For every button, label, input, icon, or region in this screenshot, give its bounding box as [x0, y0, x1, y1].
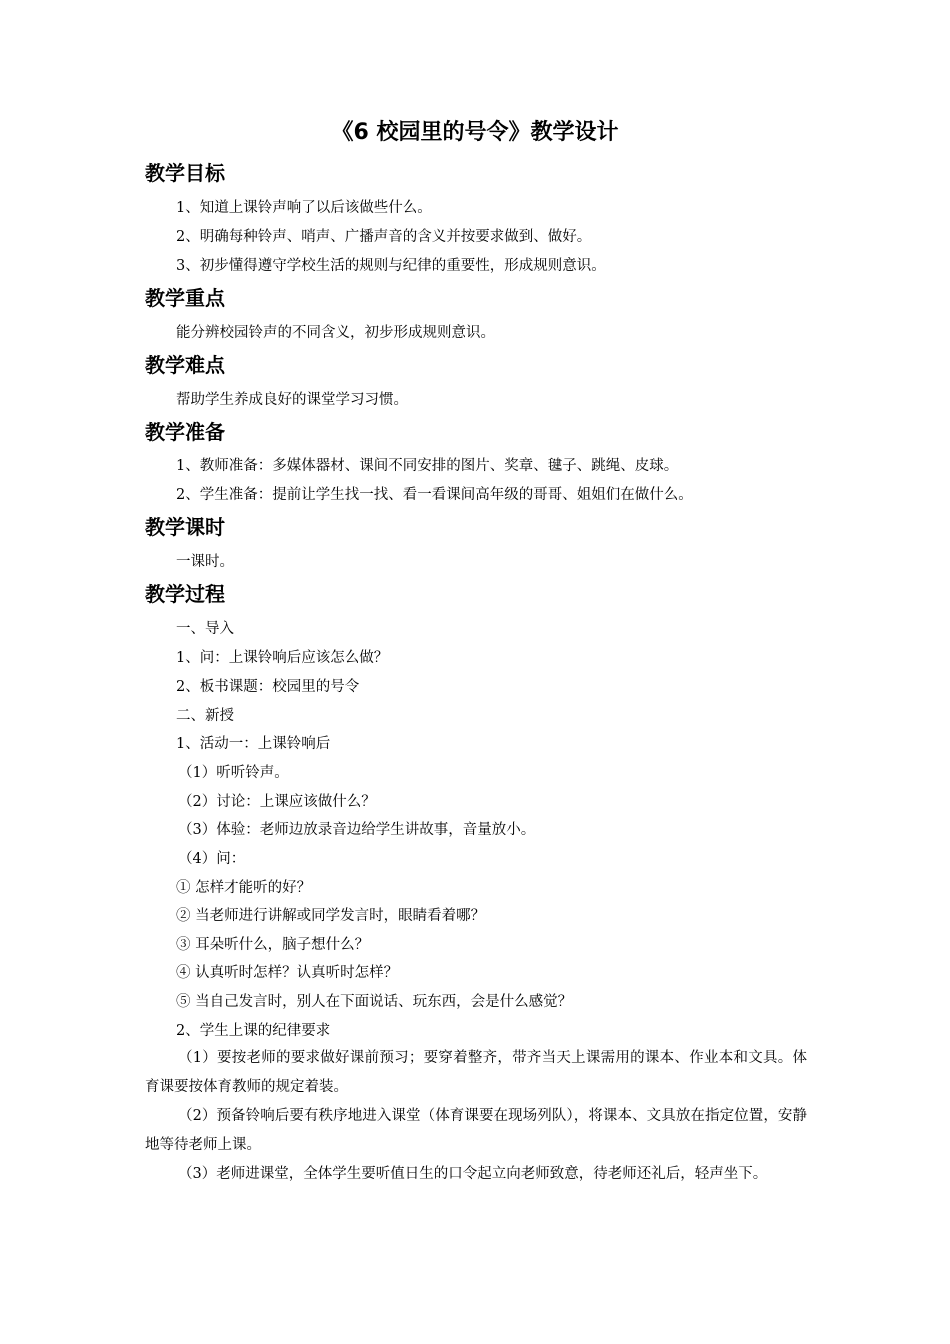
process-item: ⑤ 当自己发言时，别人在下面说话、玩东西，会是什么感觉？ — [176, 994, 573, 1010]
process-item: （1）听听铃声。 — [178, 765, 289, 781]
process-item: （3）体验：老师边放录音边给学生讲故事，音量放小。 — [178, 822, 536, 838]
difficulty-item: 帮助学生养成良好的课堂学习习惯。 — [176, 392, 408, 408]
process-item: 1、问：上课铃响后应该怎么做？ — [176, 650, 389, 666]
process-item: 二、新授 — [176, 708, 234, 724]
process-item: 2、板书课题：校园里的号令 — [176, 679, 360, 695]
process-paragraph: （3）老师进课堂，全体学生要听值日生的口令起立向老师致意，待老师还礼后，轻声坐下。 — [178, 1166, 768, 1182]
heading-key-points: 教学重点 — [145, 286, 225, 310]
process-paragraph: （1）要按老师的要求做好课前预习；要穿着整齐，带齐当天上课需用的课本、作业本和文具。体育课要按体育教师的规定着装。 — [145, 1050, 807, 1095]
preparation-item: 2、学生准备：提前让学生找一找、看一看课间高年级的哥哥、姐姐们在做什么。 — [176, 487, 693, 503]
key-point-item: 能分辨校园铃声的不同含义，初步形成规则意识。 — [176, 325, 495, 341]
process-item: （4）问： — [178, 851, 246, 867]
heading-preparation: 教学准备 — [145, 420, 225, 444]
duration-item: 一课时。 — [176, 554, 234, 570]
process-item: 一、导入 — [176, 621, 234, 637]
process-item: 1、活动一：上课铃响后 — [176, 736, 331, 752]
heading-objectives: 教学目标 — [145, 161, 225, 185]
preparation-item: 1、教师准备：多媒体器材、课间不同安排的图片、奖章、毽子、跳绳、皮球。 — [176, 458, 679, 474]
heading-process: 教学过程 — [145, 582, 225, 606]
process-item: ② 当老师进行讲解或同学发言时，眼睛看着哪？ — [176, 908, 486, 924]
objective-item: 3、初步懂得遵守学校生活的规则与纪律的重要性，形成规则意识。 — [176, 258, 606, 274]
process-item: ③ 耳朵听什么，脑子想什么？ — [176, 937, 370, 953]
objective-item: 1、知道上课铃声响了以后该做些什么。 — [176, 200, 432, 216]
process-item: （2）讨论：上课应该做什么？ — [178, 794, 376, 810]
process-item: ① 怎样才能听的好？ — [176, 880, 312, 896]
heading-duration: 教学课时 — [145, 515, 225, 539]
process-paragraph: （2）预备铃响后要有秩序地进入课堂（体育课要在现场列队），将课本、文具放在指定位置，安静地等待老师上课。 — [145, 1108, 807, 1153]
document-title: 《6 校园里的号令》教学设计 — [331, 120, 619, 145]
process-item: 2、学生上课的纪律要求 — [176, 1023, 331, 1039]
heading-difficulties: 教学难点 — [145, 353, 225, 377]
process-item: ④ 认真听时怎样？认真听时怎样？ — [176, 965, 399, 981]
objective-item: 2、明确每种铃声、哨声、广播声音的含义并按要求做到、做好。 — [176, 229, 592, 245]
